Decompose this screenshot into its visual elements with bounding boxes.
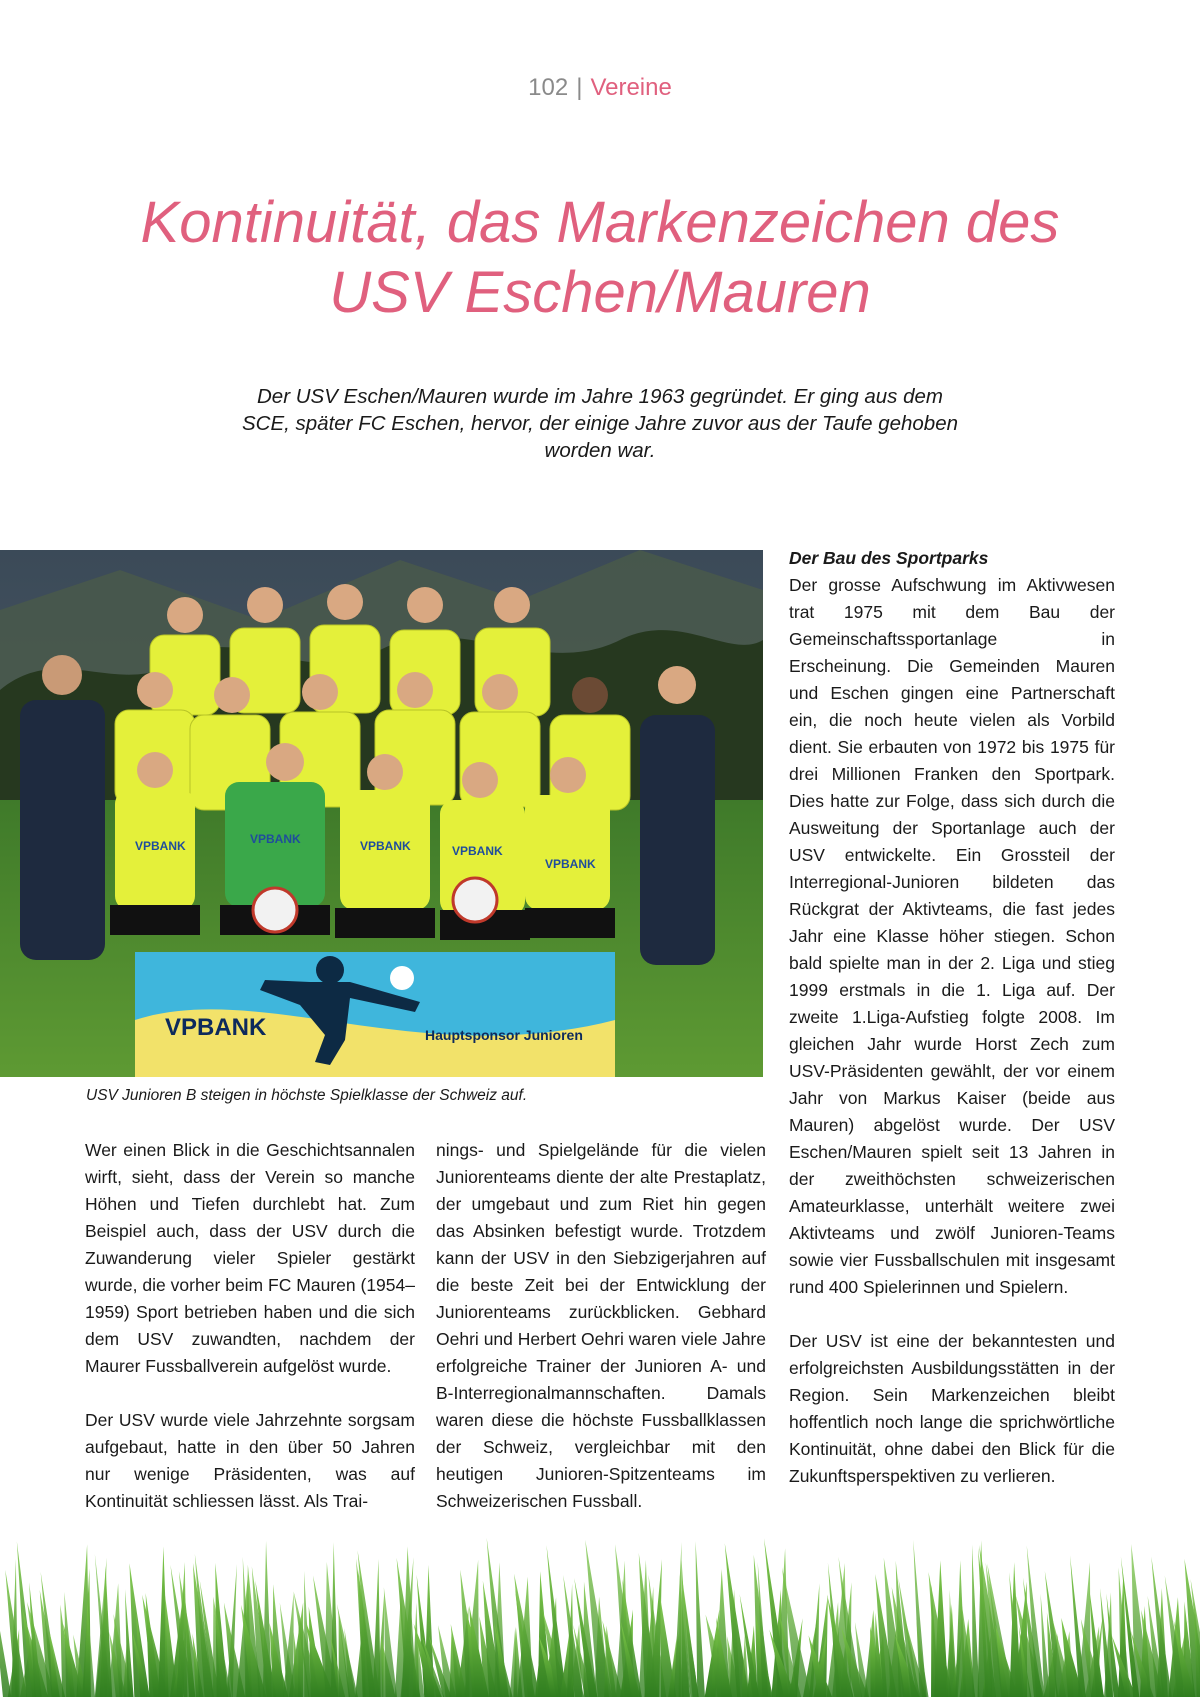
sponsor-logo: VPBANK	[165, 1014, 267, 1041]
paragraph: Der USV ist eine der bekanntesten und erfolgreichsten Ausbildungsstätten in der Region. Sein Markenzeichen bleibt hoffentlich noch lange die sprichwörtliche Kontinuität, ohne dabei den Blick für die Zukunftsperspektiven zu verlieren.	[789, 1331, 1115, 1486]
page-number: 102	[528, 74, 569, 101]
title-line-1: Kontinuität, das Markenzeichen des	[140, 190, 1060, 255]
article-intro: Der USV Eschen/Mauren wurde im Jahre 1963 gegründet. Er ging aus dem SCE, später FC Eschen, hervor, der einige Jahre zuvor aus der Taufe gehoben worden war.	[241, 385, 959, 462]
section-heading: Der Bau des Sportparks	[789, 548, 989, 568]
header-separator: |	[576, 74, 583, 101]
shirt-logo: VPBANK	[452, 844, 503, 858]
paragraph: Der grosse Aufschwung im Aktivwesen trat 1975 mit dem Bau der Gemeinschaftssportanlage in Erscheinung. Die Gemeinden Mauren und Eschen gingen eine Partnerschaft ein, die noch heute vielen als Vorbild dient. Sie erbauten von 1972 bis 1975 für drei Millionen Franken den Sportpark. Dies hatte zur Folge, dass sich durch die Ausweitung der Sportanlage auch der USV entwickelte. Ein Grossteil der Interregional-Junioren bildeten das Rückgrat der Aktivteams, die fast jedes Jahr eine Klasse höher stiegen. Schon bald spielte man in der 2. Liga und stieg 1999 erstmals in die 1. Liga auf. Der zweite 1.Liga-Aufstieg folgte 2008. Im gleichen Jahr wurde Horst Zech zum USV-Präsidenten gewählt, der vor einem Jahr von Markus Kaiser (beide aus Mauren) abgelöst wurde. Der USV Eschen/Mauren spielt seit 13 Jahren in der zweithöchsten schweizerischen Amateurklasse, unterhält weitere zwei Aktivteams und zwölf Junioren-Teams sowie vier Fussballschulen mit insgesamt rund 400 Spielerinnen und Spielern.	[789, 575, 1115, 1297]
text-column-2	[436, 1137, 766, 1542]
paragraph: Wer einen Blick in die Geschichtsannalen wirft, sieht, dass der Verein so manche Höhen und Tiefen durchlebt hat. Zum Beispiel auch, dass der USV durch die Zuwanderung vieler Spieler gestärkt wurde, die vorher beim FC Mauren (1954–1959) Sport betrieben haben und die sich dem USV zuwandten, nachdem der Maurer Fussballverein aufgelöst wurde.	[85, 1140, 415, 1376]
shirt-logo: VPBANK	[135, 839, 186, 853]
sponsor-banner-text: Hauptsponsor Junioren	[425, 1027, 583, 1043]
text-column-3	[789, 545, 1115, 1517]
paragraph: Der USV wurde viele Jahrzehnte sorgsam aufgebaut, hatte in den über 50 Jahren nur wenige Präsidenten, was auf Kontinuität schliessen lässt. Als Trai-	[85, 1410, 415, 1511]
text-column-1	[85, 1137, 415, 1542]
grass-footer-illustration	[0, 1535, 1200, 1697]
article-title	[60, 188, 1140, 328]
shirt-logo: VPBANK	[545, 857, 596, 871]
shirt-logo: VPBANK	[250, 832, 301, 846]
page-header	[0, 74, 1200, 102]
grass-blade	[695, 1541, 705, 1697]
photo-caption: USV Junioren B steigen in höchste Spielklasse der Schweiz auf.	[86, 1087, 528, 1104]
shirt-logo: VPBANK	[360, 839, 411, 853]
grass-blade	[384, 1587, 397, 1697]
title-line-2: USV Eschen/Mauren	[329, 260, 871, 325]
team-photo-illustration	[0, 550, 763, 1077]
team-photo	[0, 550, 763, 1077]
paragraph: nings- und Spielgelände für die vielen Juniorenteams diente der alte Prestaplatz, der umgebaut und zum Riet hin gegen das Absinken befestigt wurde. Trotzdem kann der USV in den Siebzigerjahren auf die beste Zeit bei der Entwicklung der Juniorenteams zurückblicken. Gebhard Oehri und Herbert Oehri waren viele Jahre erfolgreiche Trainer der Junioren A- und B-Interregionalmannschaften. Damals waren diese die höchste Fussballklassen der Schweiz, vergleichbar mit den heutigen Junioren-Spitzenteams im Schweizerischen Fussball.	[436, 1140, 766, 1511]
section-name: Vereine	[590, 74, 672, 101]
